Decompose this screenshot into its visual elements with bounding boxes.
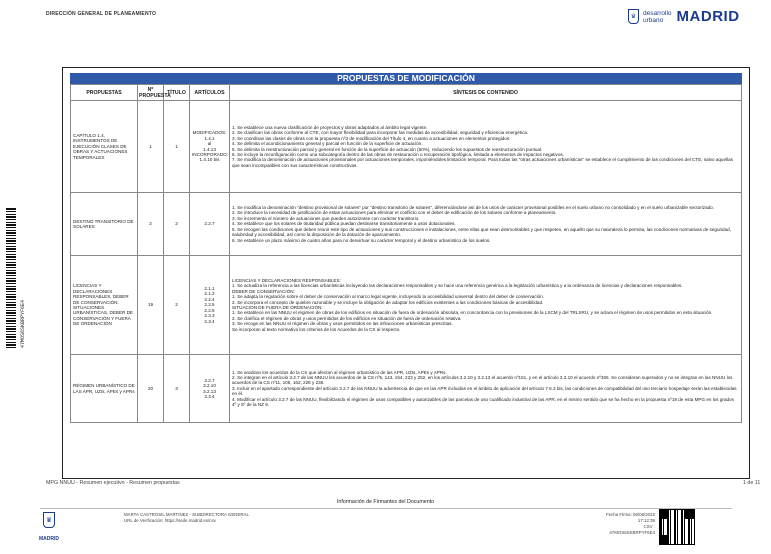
- proposal-synthesis: [230, 101, 742, 193]
- col-header: PROPUESTAS: [71, 85, 138, 101]
- synthesis-item: 3. Se coordinan las clases de obras con la propuesta nº3 de modificación del Título 4, en cuanto a actuaciones en elementos protegidos.: [232, 135, 511, 141]
- document-frame: [62, 67, 750, 479]
- proposal-number: 2: [138, 193, 164, 256]
- proposal-number: 19: [138, 256, 164, 355]
- proposal-name: RÉGIMEN URBANÍSTICO DE LAS APR, UZIs, APEs y APRs: [71, 355, 138, 423]
- proposal-number: 20: [138, 355, 164, 423]
- proposal-title: 2: [164, 193, 190, 256]
- article-ref: 2.1.2: [204, 291, 215, 297]
- page-number: 1 de 11: [743, 480, 761, 486]
- synthesis-item: 6. Se incluye la reconfiguración como una subcategoría dentro de las obras de restauración o recuperación tipológica, limitada a elementos de impactos negativos.: [232, 151, 564, 157]
- madrid-crest-icon: ♛: [43, 512, 55, 528]
- proposal-articles: [190, 256, 230, 355]
- article-ref: 3.2.13: [203, 388, 216, 394]
- synthesis-item: 6. Se establece un plazo máximo de cuatro años para no desvirtuar su carácter temporal y el destino urbanístico de los suelos.: [232, 237, 491, 243]
- proposal-number: 1: [138, 101, 164, 193]
- footer-document-name: MPG NNUU - Resumen ejecutivo - Resumen propuestas: [46, 480, 180, 486]
- proposal-articles: [190, 193, 230, 256]
- synthesis-item: 5. Se delimita la reestructuración parcial y general en función de la superficie de actuación (50%), reduciendo los supuestos de reestructuración puntual.: [232, 146, 543, 152]
- signature-date-info: [600, 512, 655, 536]
- signer-info: [124, 512, 249, 524]
- synthesis-item: Se incorporan al texto normativo los criterios de los Acuerdos de la CS al respecto.: [232, 326, 401, 332]
- proposal-articles: [190, 355, 230, 423]
- logo-sub2: urbano: [643, 16, 664, 24]
- logo-subtitle: [643, 10, 672, 24]
- synthesis-item: 1. Se modifica la denominación "destino provisional de solares" por "destino transitorio de solares", diferenciándose así de los usos de carácter provisional posibles en el suelo urbano no consolidado y en el suelo urbanizable sectorizado.: [232, 205, 715, 211]
- col-header: ARTÍCULOS: [190, 85, 230, 101]
- department-header: DIRECCIÓN GENERAL DE PLANEAMIENTO: [46, 11, 157, 17]
- synthesis-item: LICENCIAS Y DECLARACIONES RESPONSABLES:: [232, 277, 341, 283]
- proposal-synthesis: [230, 193, 742, 256]
- verification-url[interactable]: URL de Verificación: https://sede.madrid.es/csv: [124, 518, 216, 523]
- article-ref: 3.2.7: [204, 377, 215, 383]
- proposal-articles: [190, 101, 230, 193]
- table-header-row: [71, 85, 742, 101]
- synthesis-item: 4. Se delimita el acondicionamiento general y parcial en función de la superficie de actuación.: [232, 141, 423, 147]
- synthesis-item: 1. Se adapta la regulación sobre el deber de conservación al marco legal vigente, incluyendo la accesibilidad universal dentro del deber de conservación.: [232, 294, 545, 300]
- barcode-code: 47MOS6SKBRPYF6E4: [20, 299, 26, 348]
- document-title: PROPUESTAS DE MODIFICACIÓN: [70, 73, 742, 84]
- proposal-synthesis: [230, 355, 742, 423]
- madrid-footer-logo: [38, 512, 60, 542]
- proposals-table: [70, 84, 742, 423]
- article-ref: 2.1.1: [204, 286, 215, 292]
- proposal-name: DESTINO TRANSITORIO DE SOLARES: [71, 193, 138, 256]
- logo-sub1: desarrollo: [643, 9, 672, 17]
- synthesis-item: 3. Se incrementa el número de actuaciones que pueden autorizarse con carácter transitorio.: [232, 215, 420, 221]
- synthesis-item: 1. Se actualiza la referencia a las licencias urbanísticas incluyendo las declaraciones responsables y se hace una referencia genérica a la legislación urbanística y a la ordenanza de licencias y declaraciones responsables.: [232, 283, 683, 289]
- table-row: [71, 355, 742, 423]
- synthesis-item: 2. Se incorpora el concepto de quiebre razonable y se incluye la obligación de adaptar los edificios existentes a las condiciones básicas de accesibilidad.: [232, 299, 544, 305]
- madrid-crest-icon: ♛: [628, 9, 639, 24]
- article-ref: 3.3.4: [204, 393, 215, 399]
- synthesis-item: 4. Modificar el artículo 3.2.7 de las NNUU, flexibilizando el régimen de usos compatibles y autorizables de las parcelas de uso cualificado industrial de las APR, en el mismo sentido que se ha hecho en la propuesta nº18 de esta MPG en los grados 4º y 5º de la NZ 9.: [232, 396, 734, 408]
- table-row: [71, 256, 742, 355]
- synthesis-item: 2. Se clasifican las obras conforme al CTE, con mayor flexibilidad para incorporar las medidas de accesibilidad, seguridad y eficiencia energética.: [232, 130, 529, 136]
- signers-title: Información de Firmantes del Documento: [336, 499, 435, 505]
- col-header: Nº PROPUESTA: [139, 86, 171, 99]
- divider: [40, 508, 732, 509]
- proposal-name: CAPÍTULO 1.4. INSTRUMENTOS DE EJECUCIÓN CLASES DE OBRAS Y ACTUACIONES TEMPORALES: [71, 101, 138, 193]
- madrid-footer-label: MADRID: [39, 536, 59, 542]
- synthesis-item: 1. Se analizan los acuerdos de la CS que afectan al régimen urbanístico de las APR, UZIs, APEs y APRs.: [232, 369, 447, 375]
- synthesis-item: 2. Se introduce la necesidad de justificación de estas actuaciones para eliminar el conflicto con el deber de edificación de los solares conforme a planeamiento.: [232, 210, 557, 216]
- synthesis-item: 4. Se establece que los solares de titularidad pública puedan destinarse transitoriamente a usos dotacionales.: [232, 221, 456, 227]
- synthesis-item: 2. Se clarifica el régimen de obras y usos permitidos de los edificios en situación de fuera de ordenación relativa.: [232, 315, 462, 321]
- table-row: [71, 193, 742, 256]
- synthesis-item: 3. Se recoge en las NNUU el régimen de obras y usos permitidos en las infracciones urbanísticas prescritas.: [232, 321, 453, 327]
- article-ref: 2.2.7: [204, 221, 215, 227]
- synthesis-item: 2. Se integran en el artículo 3.2.7 de las NNUU los acuerdos de la CS nº5, 143, 154, 223 y 252, en los artículos 3.2.10 y 3.2.13 el acuerdo nº151, y en el artículo 3.2.10 el acuerdo nº365. Se consideran superados y no se integran en las NNUU los acuerdos de la CS nº11, 106, 162, 228 y 236.: [232, 374, 733, 386]
- col-header: SÍNTESIS DE CONTENIDO: [230, 85, 742, 101]
- article-ref: 2.3.3: [204, 313, 215, 319]
- synthesis-item: 1. Se establece en las NNUU el régimen de obras de los edificios en situación de fuera de ordenación absoluta, en concordancia con la previsiones de la LSCM y del TRLSRU, y se aclara el régimen de usos permitidos en esta situación.: [232, 310, 713, 316]
- madrid-logo: [628, 8, 740, 25]
- synthesis-item: 3. Incluir en el apartado correspondiente del artículo 3.2.7 de las NNUU la advertencia de que en las APR incluidas en el ámbito de aplicación del artículo 7.6.3 bis, las condiciones de compatibilidad del uso terciario hospedaje serán las establecidas en él.: [232, 385, 737, 397]
- article-ref: 2.2.6: [204, 307, 215, 313]
- csv-code: CSV : 47MOS6SKBRPYF6E4: [609, 524, 655, 535]
- synthesis-item: DEBER DE CONSERVACIÓN:: [232, 288, 295, 294]
- article-ref: 3.2.10: [203, 383, 216, 389]
- proposal-title: 2: [164, 256, 190, 355]
- article-ref: INCORPORADO:: [192, 151, 228, 157]
- synthesis-item: SITUACIÓN DE FUERA DE ORDENACIÓN:: [232, 305, 323, 310]
- article-ref: 2.3.4: [204, 318, 215, 324]
- proposal-title: 1: [164, 101, 190, 193]
- table-row: [71, 101, 742, 193]
- col-header: TÍTULO: [164, 85, 190, 101]
- qr-code-icon: [659, 509, 695, 545]
- proposal-title: 3: [164, 355, 190, 423]
- article-ref: 1.4.13: [203, 146, 216, 152]
- barcode-icon: [6, 208, 16, 348]
- proposal-name: LICENCIAS Y DECLARACIONES RESPONSABLES. DEBER DE CONSERVACIÓN. SITUACIONES URBANÍSTICAS, DEBER DE CONSERVACIÓN Y FUERA DE ORDENACIÓN: [71, 256, 138, 355]
- logo-main: MADRID: [676, 8, 740, 25]
- article-ref: 1.4.10 bis: [199, 157, 220, 163]
- article-ref: 1.4.1: [204, 135, 215, 141]
- synthesis-item: 1. Se establece una nueva clasificación de proyectos y obras adaptados al ámbito legal vigente.: [232, 124, 428, 130]
- synthesis-item: 7. Se modifica la denominación de actuaciones provisionales por actuaciones temporales, imponiéndoles limitación temporal. Para todas las "otras actuaciones urbanísticas" se establece el cumplimiento de las condiciones del CTE, salvo aquellas que sean incompatibles con sus características constructivas.: [232, 157, 733, 168]
- signature-date: Fecha Firma: 06/06/2022 17:12:39: [605, 512, 655, 523]
- article-ref: 2.2.4: [204, 296, 215, 302]
- synthesis-item: 5. Se recogen las condiciones que deben reunir este tipo de actuaciones y sus construcciones e instalaciones, entre ellas que sean desmontables y que respeten, en aquello que su naturaleza lo permita, las condiciones normativas de seguridad, salubridad y accesibilidad, así como la disposición de la dotación de aparcamiento.: [232, 226, 731, 238]
- article-ref: 2.2.5: [204, 302, 215, 308]
- signer-name: MARTA CASTROSIL MARTINEZ - SUBDIRECTORA GENERAL: [124, 512, 249, 517]
- proposal-synthesis: [230, 256, 742, 355]
- article-ref: MODIFICADOS:: [192, 130, 227, 136]
- article-ref: al: [207, 141, 212, 147]
